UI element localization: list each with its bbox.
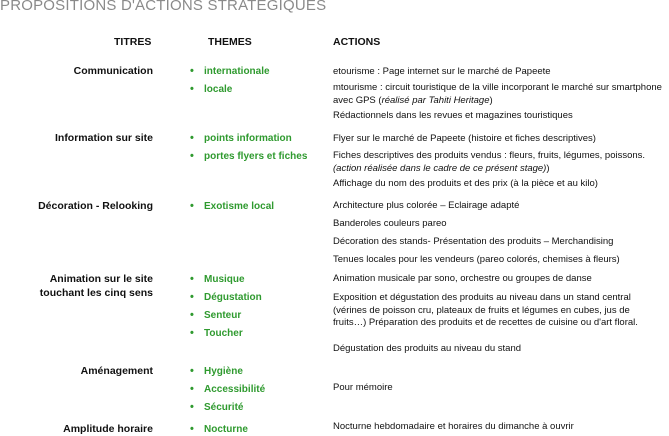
theme-item: • Exotisme local: [190, 200, 275, 212]
theme-item: • Accessibilité: [190, 383, 266, 395]
row-title-communication: Communication: [73, 65, 153, 77]
row-title-information: Information sur site: [54, 132, 153, 144]
bullet-icon: •: [190, 365, 194, 377]
theme-item: • Musique: [190, 273, 245, 285]
action-item: Pour mémoire: [333, 382, 393, 393]
bullet-icon: •: [190, 65, 194, 77]
bullet-icon: •: [190, 309, 194, 321]
action-item: Nocturne hebdomadaire et horaires du dimanche à ouvrir: [333, 421, 574, 432]
bullet-icon: •: [190, 200, 194, 212]
action-item: Flyer sur le marché de Papeete (histoire et fiches descriptives): [333, 133, 596, 144]
theme-item: • Hygiène: [190, 365, 243, 377]
row-title-animation: Animation sur le site touchant les cinq sens: [39, 273, 153, 299]
action-item: Dégustation des produits au niveau du stand: [333, 343, 522, 354]
theme-item: • Dégustation: [190, 291, 262, 303]
bullet-icon: •: [190, 132, 194, 144]
action-item: etourisme : Page internet sur le marché de Papeete: [333, 66, 551, 77]
theme-item: • points information: [190, 132, 292, 144]
row-title-amenagement: Aménagement: [80, 365, 153, 377]
bullet-icon: •: [190, 383, 194, 395]
bullet-icon: •: [190, 150, 194, 162]
action-item: Affichage du nom des produits et des prix (à la pièce et au kilo): [333, 178, 598, 189]
action-item: Animation musicale par sono, orchestre ou groupes de danse: [333, 273, 592, 284]
bullet-icon: •: [190, 401, 194, 413]
header-actions: ACTIONS: [333, 36, 381, 48]
action-item: Fiches descriptives des produits vendus : fleurs, fruits, légumes, poissons. (action réalisée dans le cadre de ce présent stage)): [333, 150, 646, 174]
bullet-icon: •: [190, 423, 194, 435]
action-item: Architecture plus colorée – Eclairage adapté: [333, 200, 520, 211]
theme-item: • Nocturne: [190, 423, 248, 435]
theme-item: • Toucher: [190, 327, 243, 339]
action-item: Rédactionnels dans les revues et magazines touristiques: [333, 110, 573, 121]
action-item: Tenues locales pour les vendeurs (pareo colorés, chemises à fleurs): [333, 254, 620, 265]
row-title-decoration: Décoration - Relooking: [38, 200, 153, 212]
action-item: Décoration des stands- Présentation des produits – Merchandising: [333, 236, 614, 247]
theme-item: • Senteur: [190, 309, 242, 321]
action-item: mtourisme : circuit touristique de la ville incorporant le marché sur smartphone avec GPS (réalisé par Tahiti Heritage): [333, 82, 662, 106]
bullet-icon: •: [190, 83, 194, 95]
action-item: Banderoles couleurs pareo: [333, 218, 447, 229]
header-titres: TITRES: [114, 36, 152, 48]
bullet-icon: •: [190, 327, 194, 339]
theme-item: • Sécurité: [190, 401, 244, 413]
header-themes: THEMES: [208, 36, 252, 48]
row-title-amplitude: Amplitude horaire: [63, 423, 153, 435]
bullet-icon: •: [190, 291, 194, 303]
theme-item: • portes flyers et fiches: [190, 150, 308, 162]
action-item: Exposition et dégustation des produits au niveau dans un stand central (vérines de poisson cru, plateaux de fruits et légumes en cubes, jus de fruits…) Préparation des produits et de recettes de cuisine ou d'art floral.: [333, 292, 638, 328]
theme-item: • locale: [190, 83, 233, 95]
bullet-icon: •: [190, 273, 194, 285]
page-title: PROPOSITIONS D'ACTIONS STRATEGIQUES: [0, 0, 327, 14]
theme-item: • internationale: [190, 65, 270, 77]
